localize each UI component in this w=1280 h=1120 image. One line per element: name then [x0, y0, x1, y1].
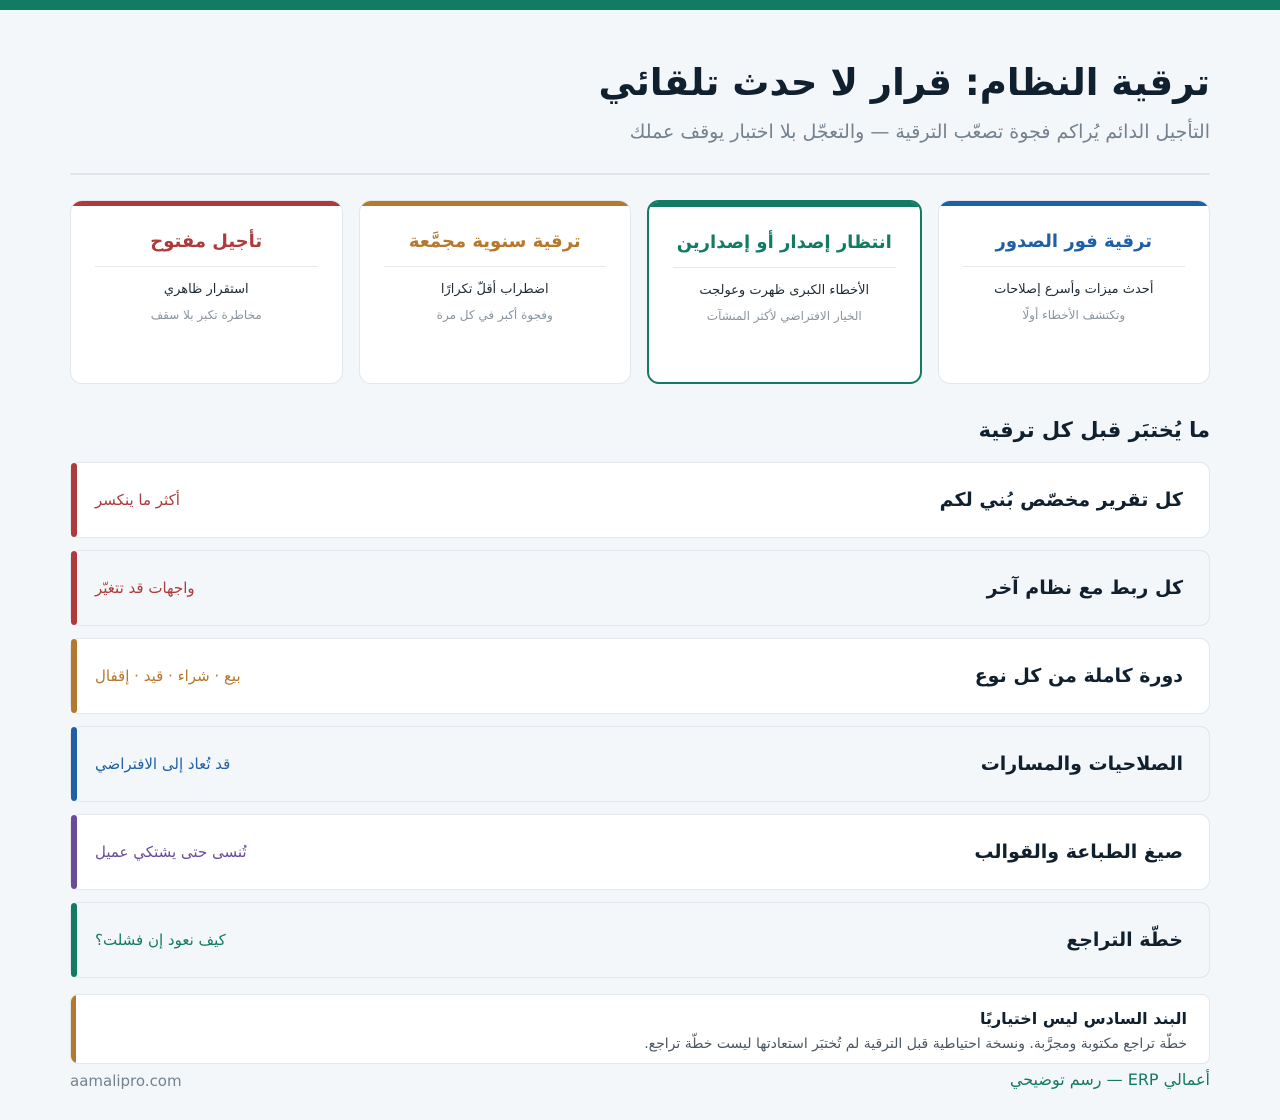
- card-note: الخيار الافتراضي لأكثر المنشآت: [706, 309, 862, 323]
- item-color-stripe: [71, 639, 77, 713]
- item-title: صيغ الطباعة والقوالب: [974, 841, 1183, 863]
- callout-title: البند السادس ليس اختياريًا: [979, 1009, 1187, 1028]
- item-color-stripe: [71, 903, 77, 977]
- card-accent-bar: [649, 202, 920, 207]
- item-title: دورة كاملة من كل نوع: [974, 665, 1183, 687]
- strategy-card-annual: [359, 200, 632, 384]
- item-color-stripe: [71, 551, 77, 625]
- strategy-card-open-deferral: [70, 200, 343, 384]
- page-header: [70, 58, 1210, 146]
- item-color-stripe: [71, 815, 77, 889]
- checklist: [70, 462, 1210, 990]
- strategy-cards: [70, 200, 1210, 384]
- item-title: كل تقرير مخصّص بُني لكم: [939, 489, 1183, 511]
- card-divider: [95, 266, 318, 267]
- checklist-item: [70, 726, 1210, 802]
- checklist-item: [70, 550, 1210, 626]
- footer-brand-caption: أعمالي ERP — رسم توضيحي: [1009, 1070, 1210, 1089]
- item-note: كيف نعود إن فشلت؟: [95, 931, 226, 949]
- item-note: قد تُعاد إلى الافتراضي: [95, 755, 231, 773]
- top-accent-bar: [0, 0, 1280, 10]
- page-title: ترقية النظام: قرار لا حدث تلقائي: [598, 61, 1210, 104]
- item-title: كل ربط مع نظام آخر: [986, 577, 1183, 599]
- card-accent-bar: [360, 201, 631, 206]
- card-divider: [673, 267, 896, 268]
- card-accent-bar: [71, 201, 342, 206]
- callout-color-stripe: [71, 995, 76, 1063]
- card-main-text: الأخطاء الكبرى ظهرت وعولجت: [699, 283, 870, 298]
- item-title: الصلاحيات والمسارات: [980, 753, 1183, 775]
- card-title: ترقية سنوية مجمَّعة: [408, 231, 581, 252]
- rollback-callout: [70, 994, 1210, 1064]
- card-note: مخاطرة تكبر بلا سقف: [150, 308, 262, 322]
- checklist-title: ما يُختبَر قبل كل ترقية: [978, 418, 1210, 442]
- header-divider: [70, 173, 1210, 175]
- card-note: وفجوة أكبر في كل مرة: [436, 308, 553, 322]
- card-main-text: اضطراب أقلّ تكرارًا: [440, 282, 549, 297]
- item-note: بيع · شراء · قيد · إقفال: [95, 667, 241, 685]
- card-note: وتكتشف الأخطاء أولًا: [1022, 308, 1126, 322]
- strategy-card-immediate: [938, 200, 1211, 384]
- item-color-stripe: [71, 727, 77, 801]
- item-note: أكثر ما ينكسر: [95, 491, 180, 509]
- card-title: انتظار إصدار أو إصدارين: [676, 232, 892, 253]
- item-note: واجهات قد تتغيّر: [95, 579, 195, 597]
- card-main-text: استقرار ظاهري: [163, 282, 249, 297]
- checklist-item: [70, 814, 1210, 890]
- card-main-text: أحدث ميزات وأسرع إصلاحات: [994, 282, 1154, 297]
- checklist-item: [70, 638, 1210, 714]
- card-divider: [963, 266, 1186, 267]
- footer-website: aamalipro.com: [70, 1072, 182, 1090]
- card-divider: [384, 266, 607, 267]
- checklist-item: [70, 902, 1210, 978]
- callout-text: خطّة تراجع مكتوبة ومجرَّبة. ونسخة احتياطية قبل الترقية لم تُختبَر استعادتها ليست خطّة تراجع.: [644, 1036, 1187, 1052]
- item-title: خطّة التراجع: [1066, 929, 1183, 951]
- card-title: ترقية فور الصدور: [995, 231, 1153, 252]
- page-subtitle: التأجيل الدائم يُراكم فجوة تصعّب الترقية — والتعجّل بلا اختبار يوقف عملك: [629, 121, 1210, 143]
- item-note: تُنسى حتى يشتكي عميل: [95, 843, 247, 861]
- card-accent-bar: [939, 201, 1210, 206]
- item-color-stripe: [71, 463, 77, 537]
- strategy-card-wait-releases: [647, 200, 922, 384]
- checklist-item: [70, 462, 1210, 538]
- card-title: تأجيل مفتوح: [150, 231, 263, 252]
